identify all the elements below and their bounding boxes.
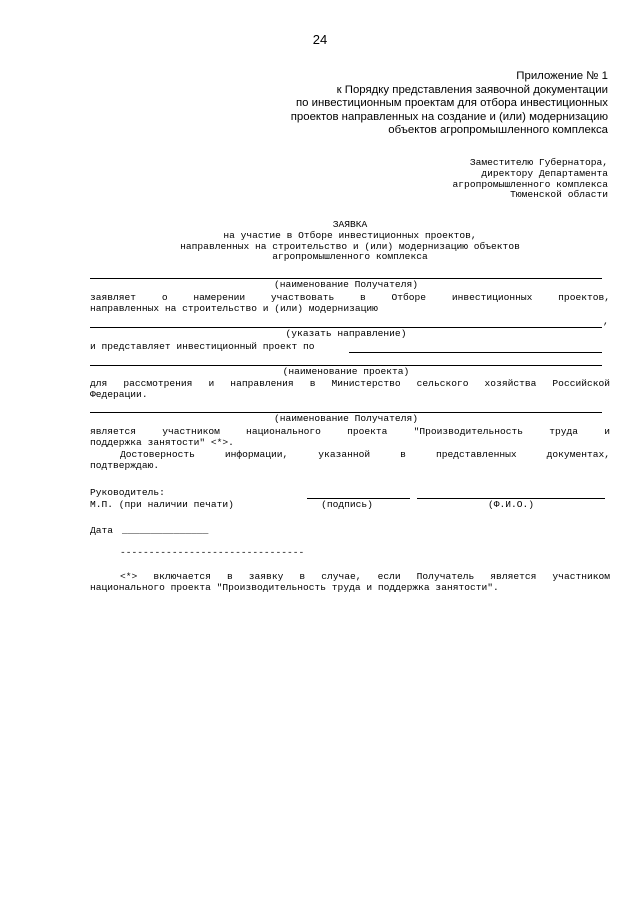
application-title — [90, 220, 610, 263]
participant-line-2: поддержка занятости" <*>. — [90, 437, 234, 448]
title-line: агропромышленного комплекса — [272, 251, 428, 263]
footnote-line-2: национального проекта "Производительность труда и поддержка занятости". — [90, 582, 499, 593]
declares-line-2: направленных на строительство и (или) модернизацию — [90, 303, 378, 314]
presents-label: и представляет инвестиционный проект по — [90, 341, 315, 352]
recipient-caption-2: (наименование Получателя) — [274, 413, 418, 424]
addressee-block — [308, 158, 608, 201]
recipient-caption: (наименование Получателя) — [274, 279, 418, 290]
reliability-line: Достоверность информации, указанной в представленных документах, — [120, 449, 610, 460]
appendix-line: объектов агропромышленного комплекса — [388, 124, 608, 137]
appendix-line: по инвестиционным проектам для отбора инвестиционных — [295, 97, 608, 110]
footnote-separator: -------------------------------- — [120, 547, 305, 558]
project-caption: (наименование проекта) — [282, 366, 410, 377]
direction-caption: (указать направление) — [285, 328, 407, 339]
stamp-label: М.П. (при наличии печати) — [90, 499, 234, 510]
footnote-line: <*> включается в заявку в случае, если Получатель является участником — [120, 571, 610, 582]
full-name-caption: (Ф.И.О.) — [487, 499, 535, 510]
appendix-line: проектов направленных на создание и (или) модернизацию — [290, 110, 608, 123]
title-heading: ЗАЯВКА — [332, 219, 368, 230]
signature-caption: (подпись) — [321, 499, 373, 510]
declares-line: заявляет о намерении участвовать в Отборе инвестиционных проектов, — [90, 292, 610, 303]
participant-line: является участником национального проекта "Производительность труда и — [90, 426, 610, 437]
addressee-line: Заместителю Губернатора, — [469, 157, 608, 168]
project-name-field[interactable] — [349, 352, 602, 353]
appendix-line: к Порядку представления заявочной документации — [336, 83, 608, 96]
head-label: Руководитель: — [90, 487, 165, 498]
review-line: для рассмотрения и направления в Министерство сельского хозяйства Российской — [90, 378, 610, 389]
appendix-line: Приложение № 1 — [516, 70, 608, 82]
addressee-line: директору Департамента — [481, 167, 608, 179]
date-label: Дата — [90, 525, 114, 536]
addressee-line: Тюменской области — [510, 189, 608, 201]
direction-comma: , — [603, 316, 609, 327]
page-number: 24 — [312, 32, 328, 47]
title-line: на участие в Отборе инвестиционных проектов, — [223, 229, 477, 241]
date-field[interactable]: _______________ — [122, 525, 209, 536]
reliability-line-2: подтверждаю. — [90, 460, 160, 471]
addressee-line: агропромышленного комплекса — [452, 178, 608, 190]
title-line: направленных на строительство и (или) модернизацию объектов — [180, 240, 520, 252]
review-line-2: Федерации. — [90, 389, 148, 400]
appendix-header — [168, 70, 608, 138]
